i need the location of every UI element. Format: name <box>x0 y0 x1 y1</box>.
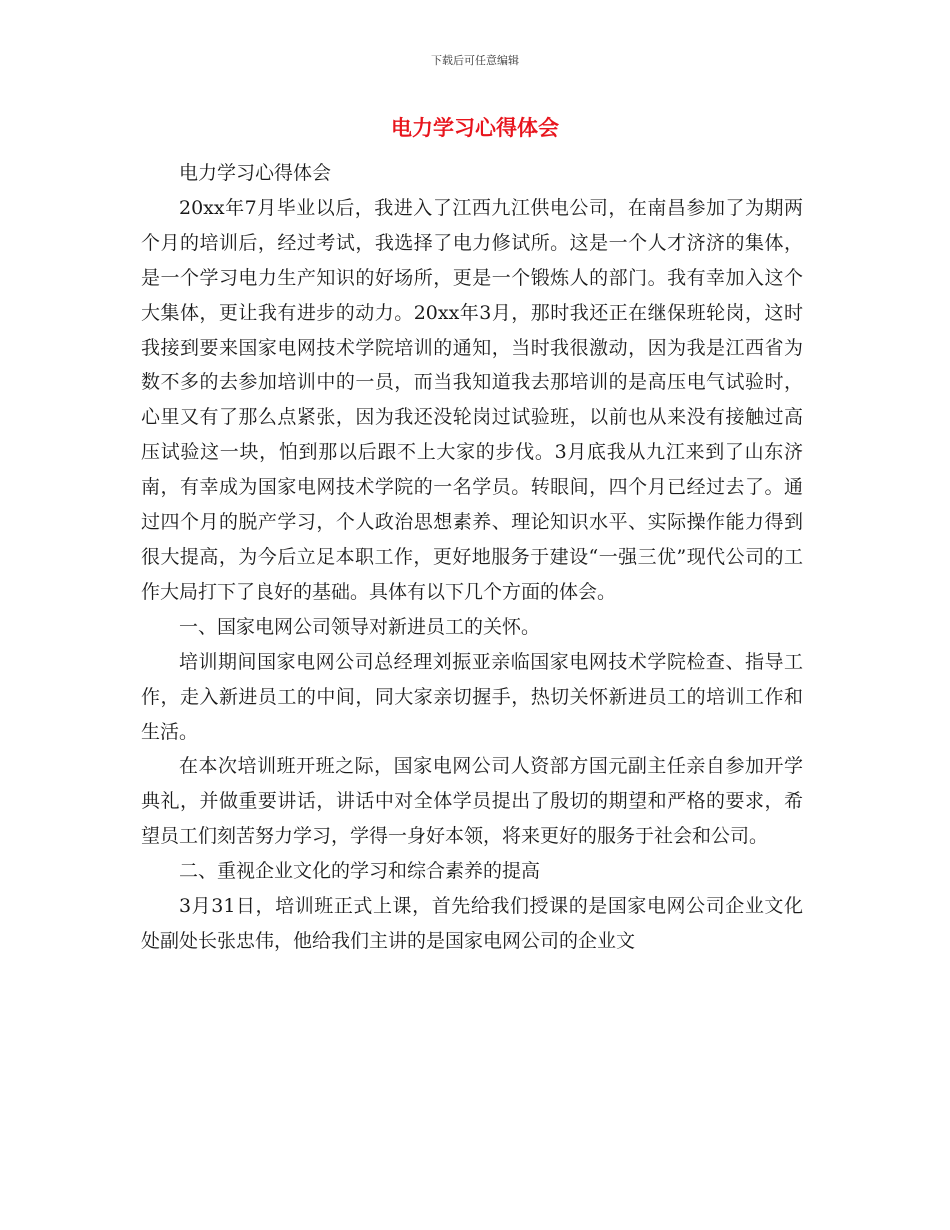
section-heading-1: 一、国家电网公司领导对新进员工的关怀。 <box>179 615 541 638</box>
section-heading-2: 二、重视企业文化的学习和综合素养的提高 <box>179 860 541 883</box>
page-header-note: 下载后可任意编辑 <box>431 54 519 67</box>
paragraph-subtitle: 电力学习心得体会 <box>179 162 332 184</box>
document-body <box>141 156 803 959</box>
paragraph-culture-class: 3月31日，培训班正式上课，首先给我们授课的是国家电网公司企业文化处副处长张忠伟，他给我们主讲的是国家电网公司的企业文 <box>141 895 803 952</box>
paragraph-intro: 20xx年7月毕业以后，我进入了江西九江供电公司，在南昌参加了为期两个月的培训后，经过考试，我选择了电力修试所。这是一个人才济济的集体，是一个学习电力生产知识的好场所，更是一个锻炼人的部门。我有幸加入这个大集体，更让我有进步的动力。20xx年3月，那时我还正在继保班轮岗，这时我接到要来国家电网技术学院培训的通知，当时我很激动，因为我是江西省为数不多的去参加培训中的一员，而当我知道我去那培训的是高压电气试验时，心里又有了那么点紧张，因为我还没轮岗过试验班，以前也从来没有接触过高压试验这一块，怕到那以后跟不上大家的步伐。3月底我从九江来到了山东济南，有幸成为国家电网技术学院的一名学员。转眼间，四个月已经过去了。通过四个月的脱产学习，个人政治思想素养、理论知识水平、实际操作能力得到很大提高，为今后立足本职工作，更好地服务于建设“一强三优”现代公司的工作大局打下了良好的基础。具体有以下几个方面的体会。 <box>141 196 803 603</box>
document-title: 电力学习心得体会 <box>391 116 559 140</box>
paragraph-opening-ceremony: 在本次培训班开班之际，国家电网公司人资部方国元副主任亲自参加开学典礼，并做重要讲话，讲话中对全体学员提出了殷切的期望和严格的要求，希望员工们刻苦努力学习，学得一身好本领，将来更好的服务于社会和公司。 <box>141 755 803 848</box>
paragraph-leadership-visit: 培训期间国家电网公司总经理刘振亚亲临国家电网技术学院检查、指导工作，走入新进员工的中间，同大家亲切握手，热切关怀新进员工的培训工作和生活。 <box>141 650 803 743</box>
